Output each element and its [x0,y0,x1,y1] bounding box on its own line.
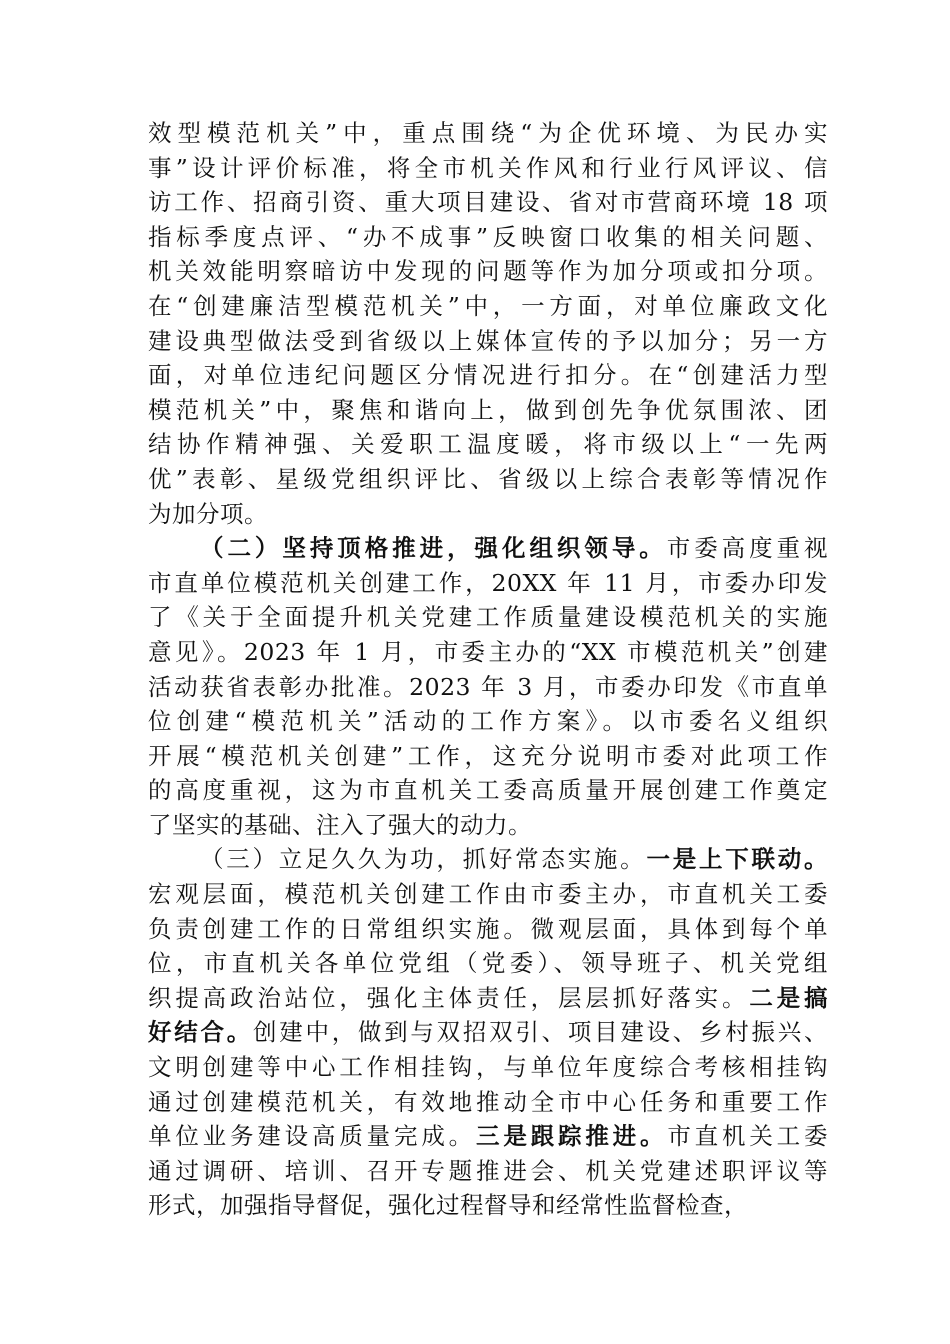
text-run: 市直机关工委 [667,1122,829,1151]
text-line: 模范机关”中，聚焦和谐向上，做到创先争优氛围浓、团 [148,395,828,424]
text-line [148,842,828,877]
text-line: 通过调研、培训、召开专题推进会、机关党建述职评议等 [148,1156,828,1185]
text-run: 创建中，做到与双招双引、项目建设、乡村振兴、 [252,1018,829,1047]
text-line: 了坚实的基础、注入了强大的动力。 [148,810,532,839]
text-line: 负责创建工作的日常组织实施。微观层面，具体到每个单 [148,914,828,943]
text-line: 建设典型做法受到省级以上媒体宣传的予以加分；另一方 [148,326,828,355]
text-run: 单位业务建设高质量完成。 [148,1122,476,1151]
text-line: 开展“模范机关创建”工作，这充分说明市委对此项工作 [148,741,828,770]
paragraph-2 [148,531,828,842]
paragraph-1 [148,116,828,531]
text-line: 宏观层面，模范机关创建工作由市委主办，市直机关工委 [148,880,828,909]
text-line: 市直单位模范机关创建工作，20XX 年 11 月，市委办印发 [148,568,828,597]
text-line [148,531,828,566]
text-line: 机关效能明察暗访中发现的问题等作为加分项或扣分项。 [148,257,828,286]
text-run: 市委高度重视 [666,534,829,563]
text-line: 指标季度点评、“办不成事”反映窗口收集的相关问题、 [148,222,828,251]
bold-phrase: 三是跟踪推进。 [476,1122,668,1151]
text-line: 为加分项。 [148,499,268,528]
text-line: 意见》。2023 年 1 月，市委主办的“XX 市模范机关”创建 [148,637,828,666]
text-line [148,1119,828,1154]
section-heading: （二）坚持顶格推进，强化组织领导。 [200,534,667,563]
text-line: 通过创建模范机关，有效地推动全市中心任务和重要工作 [148,1087,828,1116]
text-line: 的高度重视，这为市直机关工委高质量开展创建工作奠定 [148,776,828,805]
text-line: 形式，加强指导督促，强化过程督导和经常性监督检查， [148,1191,748,1220]
section-heading: （三）立足久久为功，抓好常态实施。 [200,845,647,874]
text-line: 活动获省表彰办批准。2023 年 3 月，市委办印发《市直单 [148,672,828,701]
text-line: 结协作精神强、关爱职工温度暖，将市级以上“一先两 [148,430,828,459]
document-body [148,116,828,1223]
bold-phrase: 好结合。 [148,1018,253,1047]
text-line: 效型模范机关”中，重点围绕“为企优环境、为民办实 [148,119,828,147]
text-line [148,1015,828,1050]
text-line: 在“创建廉洁型模范机关”中，一方面，对单位廉政文化 [148,291,828,320]
bold-phrase: 一是上下联动。 [646,845,829,874]
text-line: 了《关于全面提升机关党建工作质量建设模范机关的实施 [148,603,828,632]
paragraph-3 [148,842,828,1223]
text-line: 事”设计评价标准，将全市机关作风和行业行风评议、信 [148,153,828,182]
text-line: 面，对单位违纪问题区分情况进行扣分。在“创建活力型 [148,361,828,390]
bold-phrase: 二是搞 [749,983,829,1012]
text-line: 访工作、招商引资、重大项目建设、省对市营商环境 18 项 [148,188,828,217]
text-line: 优”表彰、星级党组织评比、省级以上综合表彰等情况作 [148,464,828,493]
text-line: 位创建“模范机关”活动的工作方案》。以市委名义组织 [148,707,828,736]
text-line: 文明创建等中心工作相挂钩，与单位年度综合考核相挂钩 [148,1053,828,1082]
text-line [148,981,828,1016]
text-run: 织提高政治站位，强化主体责任，层层抓好落实。 [148,983,750,1012]
text-line: 位，市直机关各单位党组（党委）、领导班子、机关党组 [148,949,828,978]
